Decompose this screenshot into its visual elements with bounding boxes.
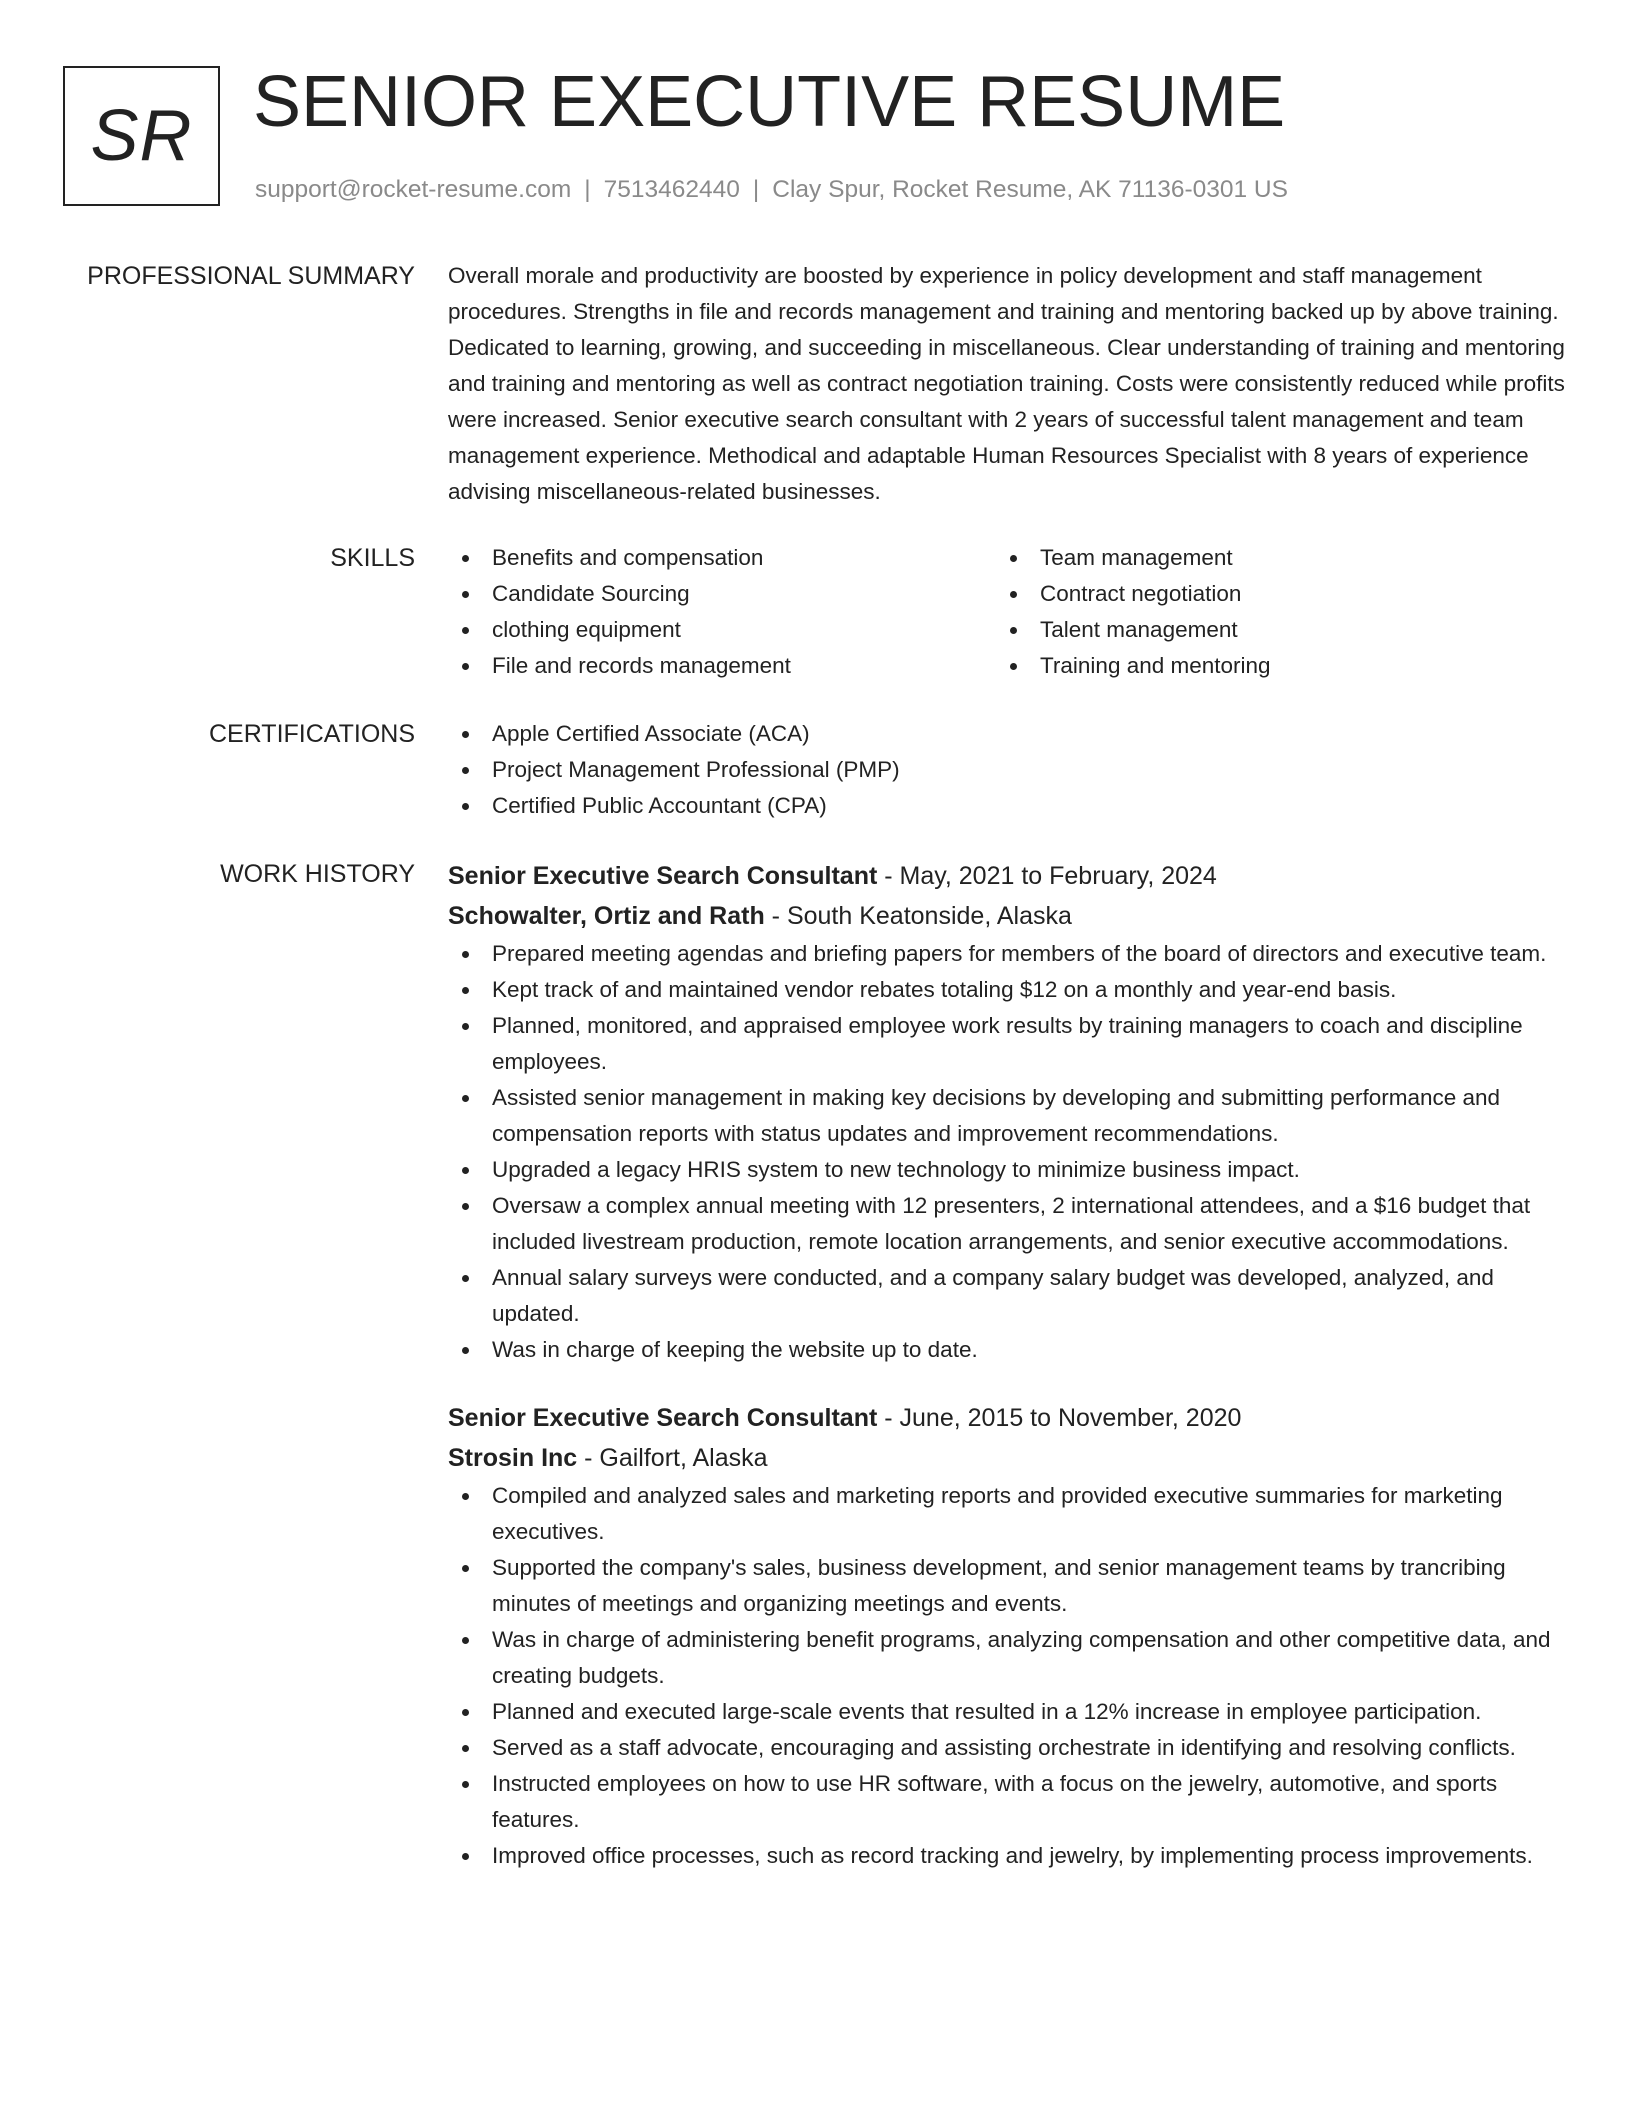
job-bullet: Served as a staff advocate, encouraging and assisting orchestrate in identifying and resolving conflicts. [448,1730,1568,1766]
job-bullet-list [448,1478,1568,1874]
job-location: - South Keatonside, Alaska [764,902,1072,930]
job-bullet: Kept track of and maintained vendor rebates totaling $12 on a monthly and year-end basis. [448,972,1568,1008]
job-company-line [448,1438,1568,1478]
job-bullet: Was in charge of administering benefit programs, analyzing compensation and other competitive data, and creating budgets. [448,1622,1568,1694]
skill-item: Training and mentoring [996,648,1544,684]
job-dates: - June, 2015 to November, 2020 [877,1404,1242,1432]
job-company: Schowalter, Ortiz and Rath [448,902,765,930]
job-title: Senior Executive Search Consultant [448,1404,878,1432]
job-bullet: Prepared meeting agendas and briefing papers for members of the board of directors and executive team. [448,936,1568,972]
job-title-line [448,856,1568,896]
summary-body [448,258,1568,510]
skill-item: Team management [996,540,1544,576]
certifications-list [448,716,1568,824]
job-company-line [448,896,1568,936]
skills-list-left [448,540,996,684]
job-entry [448,1398,1568,1874]
contact-phone[interactable]: 7513462440 [603,176,740,203]
contact-email[interactable]: support@rocket-resume.com [255,176,572,203]
contact-address: Clay Spur, Rocket Resume, AK 71136-0301 US [772,176,1288,203]
job-bullet: Oversaw a complex annual meeting with 12 presenters, 2 international attendees, and a $16 budget that included livestream production, remote location arrangements, and senior executive accommodations. [448,1188,1568,1260]
skills-body [448,540,1568,684]
skill-item: Candidate Sourcing [448,576,996,612]
job-bullet: Improved office processes, such as record tracking and jewelry, by implementing process improvements. [448,1838,1568,1874]
skills-list-right [996,540,1544,684]
job-title-line [448,1398,1568,1438]
skill-item: File and records management [448,648,996,684]
page-title: SENIOR EXECUTIVE RESUME [253,62,1286,142]
certifications-section [0,716,1632,824]
job-title: Senior Executive Search Consultant [448,862,878,890]
job-dates: - May, 2021 to February, 2024 [877,862,1217,890]
certification-item: Apple Certified Associate (ACA) [448,716,1568,752]
skills-section [0,540,1632,684]
summary-text: Overall morale and productivity are boosted by experience in policy development and staff management procedures. Strengths in file and records management and training and mentoring backed up by above training. Dedicated to learning, growing, and succeeding in miscellaneous. Clear understanding of training and mentoring and training and mentoring as well as contract negotiation training. Costs were consistently reduced while profits were increased. Senior executive search consultant with 2 years of successful talent management and team management experience. Methodical and adaptable Human Resources Specialist with 8 years of experience advising miscellaneous-related businesses. [448,263,1565,504]
monogram-logo: SR [63,66,220,206]
skills-grid [448,540,1568,684]
certification-item: Project Management Professional (PMP) [448,752,1568,788]
contact-separator: | [584,176,591,203]
work-history-body [448,856,1568,1874]
job-company: Strosin Inc [448,1444,578,1472]
job-location: - Gailfort, Alaska [577,1444,768,1472]
skill-item: Talent management [996,612,1544,648]
certifications-body [448,716,1568,824]
job-bullet: Planned and executed large-scale events that resulted in a 12% increase in employee participation. [448,1694,1568,1730]
work-history-section [0,856,1632,1874]
section-label-skills: SKILLS [330,544,415,572]
job-bullet-list [448,936,1568,1368]
section-label-certifications: CERTIFICATIONS [208,720,415,748]
job-bullet: Upgraded a legacy HRIS system to new technology to minimize business impact. [448,1152,1568,1188]
contact-separator: | [752,176,760,203]
job-bullet: Assisted senior management in making key decisions by developing and submitting performance and compensation reports with status updates and improvement recommendations. [448,1080,1568,1152]
job-bullet: Compiled and analyzed sales and marketing reports and provided executive summaries for marketing executives. [448,1478,1568,1550]
skill-item: clothing equipment [448,612,996,648]
summary-section [0,258,1632,510]
certification-item: Certified Public Accountant (CPA) [448,788,1568,824]
skill-item: Benefits and compensation [448,540,996,576]
section-label-work-history: WORK HISTORY [220,860,415,888]
skill-item: Contract negotiation [996,576,1544,612]
section-label-summary: PROFESSIONAL SUMMARY [87,262,415,290]
job-bullet: Instructed employees on how to use HR software, with a focus on the jewelry, automotive, and sports features. [448,1766,1568,1838]
job-bullet: Was in charge of keeping the website up to date. [448,1332,1568,1368]
resume-content [0,258,1632,1874]
contact-line [255,175,1288,205]
job-entry [448,856,1568,1368]
job-bullet: Annual salary surveys were conducted, and a company salary budget was developed, analyzed, and updated. [448,1260,1568,1332]
job-bullet: Planned, monitored, and appraised employee work results by training managers to coach and discipline employees. [448,1008,1568,1080]
job-bullet: Supported the company's sales, business development, and senior management teams by trancribing minutes of meetings and organizing meetings and events. [448,1550,1568,1622]
